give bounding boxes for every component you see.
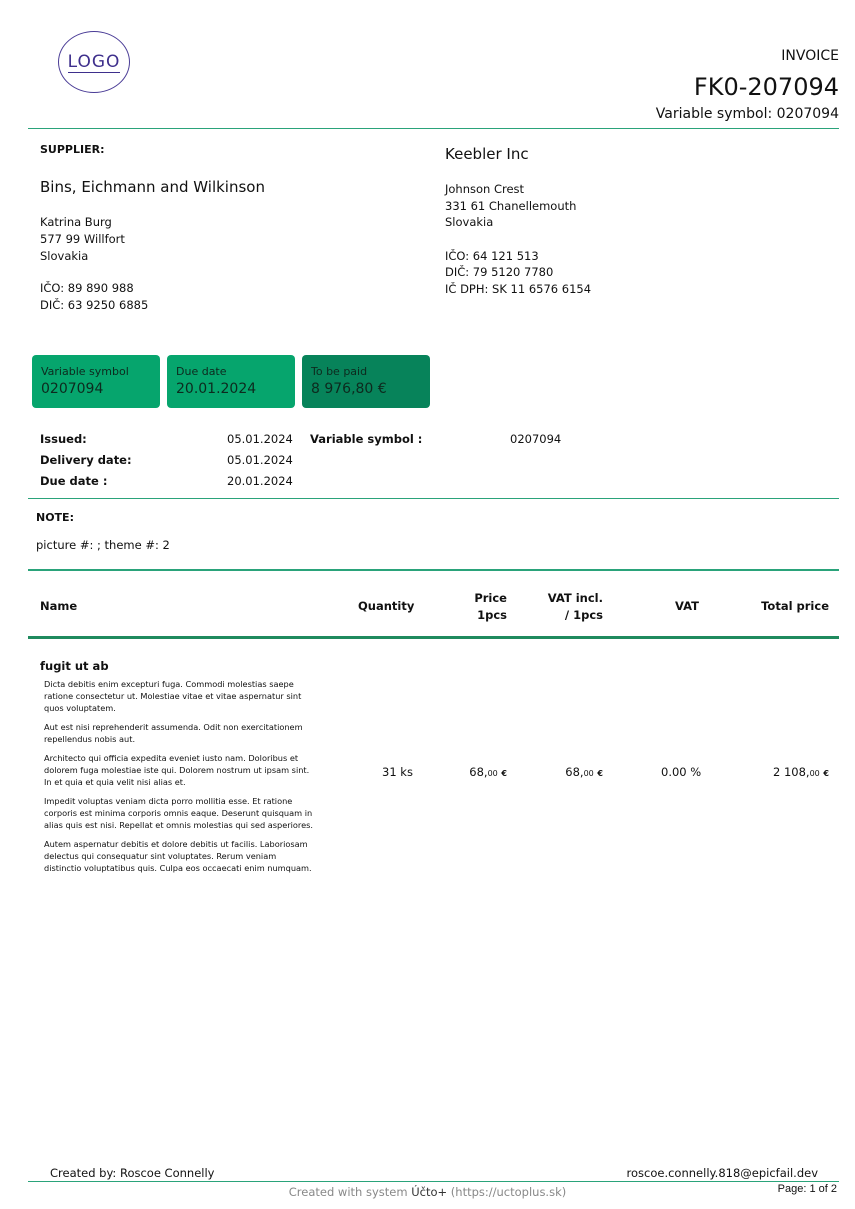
dates-divider (28, 498, 839, 499)
note-label: NOTE: (36, 511, 74, 524)
invoice-number: FK0-207094 (693, 73, 839, 101)
due-date-label: Due date : (40, 474, 108, 488)
col-header-quantity: Quantity (358, 599, 415, 613)
item-description-paragraph: Architecto qui officia expedita eveniet iusto nam. Doloribus et dolorem fuga molestiae iste qui. Dolorem nostrum ut ipsam sint. In et quia et quia velit nisi alias et. (44, 753, 310, 787)
item-total-price (773, 765, 829, 779)
variable-symbol-label: Variable symbol : (310, 432, 423, 446)
created-by: Created by: Roscoe Connelly (50, 1166, 215, 1180)
supplier-ico: IČO: 89 890 988 (40, 281, 134, 295)
system-credit (0, 1185, 855, 1199)
header-variable-symbol: Variable symbol: 0207094 (655, 106, 839, 122)
author-email[interactable]: roscoe.connelly.818@epicfail.dev (626, 1166, 818, 1180)
item-description (44, 678, 314, 881)
item-description-paragraph: Dicta debitis enim excepturi fuga. Commodi molestias saepe ratione consectetur ut. Molestiae vitae et vitae aspernatur sint quos voluptatem. (44, 679, 302, 713)
due-date-box (167, 355, 295, 408)
table-header-divider (28, 636, 839, 639)
item-total-main: 2 108, (773, 765, 810, 779)
header-divider (28, 128, 839, 129)
to-be-paid-box (302, 355, 430, 408)
item-price-currency: € (501, 769, 507, 778)
item-vat-rate: 0.00 % (661, 765, 702, 779)
delivery-date-label: Delivery date: (40, 453, 132, 467)
box-value: 0207094 (41, 381, 104, 397)
system-brand: Účto+ (411, 1185, 448, 1199)
supplier-label: SUPPLIER: (40, 143, 105, 156)
supplier-dic: DIČ: 63 9250 6885 (40, 298, 149, 312)
col-header-price-line2: 1pcs (477, 608, 507, 622)
item-description-paragraph: Aut est nisi reprehenderit assumenda. Odit non exercitationem repellendus nobis aut. (44, 722, 303, 744)
due-date-value: 20.01.2024 (227, 474, 293, 488)
page-number: Page: 1 of 2 (777, 1183, 837, 1195)
item-price-main: 68, (469, 765, 488, 779)
logo-text: LOGO (67, 52, 121, 72)
note-text: picture #: ; theme #: 2 (36, 538, 170, 552)
item-title: fugit ut ab (40, 659, 109, 673)
col-header-total: Total price (761, 599, 829, 613)
customer-street: Johnson Crest (445, 182, 525, 196)
col-header-name: Name (40, 599, 78, 613)
item-quantity: 31 ks (382, 765, 413, 779)
company-logo (58, 31, 130, 93)
variable-symbol-box (32, 355, 160, 408)
supplier-country: Slovakia (40, 249, 89, 263)
system-url[interactable]: (https://uctoplus.sk) (447, 1185, 567, 1199)
col-header-vat-incl-line2: / 1pcs (564, 608, 603, 622)
customer-city: 331 61 Chanellemouth (445, 199, 577, 213)
issued-value: 05.01.2024 (227, 432, 293, 446)
col-header-vat-incl-line1: VAT incl. (547, 591, 603, 605)
col-header-vat-incl (548, 590, 603, 624)
item-vat-incl-main: 68, (565, 765, 584, 779)
col-header-price (474, 590, 507, 624)
box-label: Due date (176, 365, 227, 378)
customer-ico: IČO: 64 121 513 (445, 249, 539, 263)
supplier-street: Katrina Burg (40, 215, 112, 229)
customer-dic: DIČ: 79 5120 7780 (445, 265, 554, 279)
item-vat-incl-currency: € (597, 769, 603, 778)
variable-symbol-value: 0207094 (510, 432, 562, 446)
system-credit-prefix: Created with system (288, 1185, 412, 1199)
item-vat-incl-cents: 00 (583, 769, 594, 778)
customer-country: Slovakia (445, 215, 494, 229)
document-type: INVOICE (781, 48, 839, 64)
customer-ic-dph: IČ DPH: SK 11 6576 6154 (445, 282, 592, 296)
item-total-cents: 00 (809, 769, 820, 778)
issued-label: Issued: (40, 432, 87, 446)
item-price-cents: 00 (487, 769, 498, 778)
item-price (469, 765, 507, 779)
customer-name: Keebler Inc (445, 145, 529, 163)
box-value: 8 976,80 € (311, 381, 387, 397)
delivery-date-value: 05.01.2024 (227, 453, 293, 467)
item-vat-incl-price (565, 765, 603, 779)
supplier-city: 577 99 Willfort (40, 232, 125, 246)
item-total-currency: € (823, 769, 829, 778)
col-header-price-line1: Price (474, 591, 507, 605)
box-label: Variable symbol (41, 365, 129, 378)
item-description-paragraph: Autem aspernatur debitis et dolore debitis ut facilis. Laboriosam delectus qui consequatur sint voluptates. Rerum veniam distinctio voluptatibus quis. Culpa eos occaecati enim numquam. (44, 839, 312, 873)
box-label: To be paid (311, 365, 368, 378)
box-value: 20.01.2024 (176, 381, 257, 397)
item-description-paragraph: Impedit voluptas veniam dicta porro mollitia esse. Et ratione corporis est minima corporis omnis eaque. Deserunt quisquam in alias quis est nisi. Repellat et omnis molestias qui sed asperiores. (44, 796, 314, 830)
supplier-name: Bins, Eichmann and Wilkinson (40, 178, 265, 196)
note-divider (28, 569, 839, 571)
footer-divider (28, 1181, 839, 1182)
col-header-vat: VAT (675, 599, 699, 613)
